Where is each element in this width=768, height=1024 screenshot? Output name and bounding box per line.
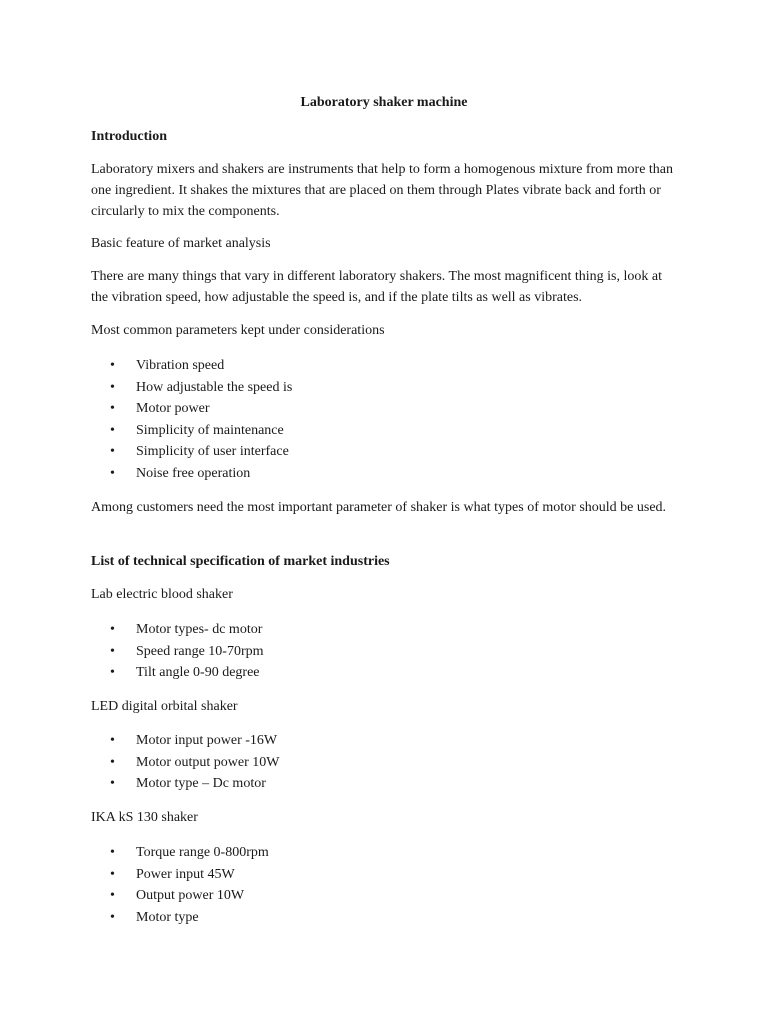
bullet-icon: • <box>110 866 115 882</box>
bullet-icon: • <box>110 643 115 659</box>
bullet-icon: • <box>110 379 115 395</box>
list-item <box>91 441 292 463</box>
list-item-text: Power input 45W <box>136 866 235 882</box>
list-item <box>91 398 292 420</box>
list-item-text: Motor types- dc motor <box>136 622 263 637</box>
bullet-icon: • <box>110 401 115 416</box>
list-item-text: Vibration speed <box>136 358 225 373</box>
list-item-text: Tilt angle 0-90 degree <box>136 665 260 680</box>
list-item <box>91 641 264 663</box>
list-item-text: How adjustable the speed is <box>136 379 293 395</box>
list-item <box>91 773 279 795</box>
intro-paragraph: Laboratory mixers and shakers are instruments that help to form a homogenous mixture from more than one ingredient. It shakes the mixtures that are placed on them through Plates vibrate back and forth or circularly to mix the components. <box>91 162 674 219</box>
list-item <box>91 420 292 442</box>
product-name-orbital-shaker: LED digital orbital shaker <box>91 699 238 714</box>
customers-paragraph: Among customers need the most important parameter of shaker is what types of motor should be used. <box>91 500 667 515</box>
list-item <box>91 752 279 774</box>
list-item-text: Noise free operation <box>136 465 251 481</box>
feature-paragraph: There are many things that vary in different laboratory shakers. The most magnificent thing is, look at the vibration speed, how adjustable the speed is, and if the plate tilts as well as vibrates. <box>91 269 662 305</box>
params-list <box>91 355 292 484</box>
list-item-text: Motor output power 10W <box>136 754 280 770</box>
list-item-text: Motor power <box>136 401 210 416</box>
bullet-icon: • <box>110 444 115 459</box>
list-item <box>91 662 264 684</box>
list-item-text: Torque range 0-800rpm <box>136 845 269 860</box>
bullet-icon: • <box>110 358 115 373</box>
list-item <box>91 619 264 641</box>
product-name-ika-shaker: IKA kS 130 shaker <box>91 810 198 825</box>
product-name-blood-shaker: Lab electric blood shaker <box>91 587 233 602</box>
product-specs-list <box>91 842 269 928</box>
list-item <box>91 355 292 377</box>
list-item <box>91 885 269 907</box>
list-item-text: Output power 10W <box>136 888 245 903</box>
list-item-text: Simplicity of maintenance <box>136 422 284 438</box>
bullet-icon: • <box>110 888 115 903</box>
bullet-icon: • <box>110 909 115 925</box>
bullet-icon: • <box>110 422 115 438</box>
list-item-text: Motor type – Dc motor <box>136 776 266 791</box>
bullet-icon: • <box>110 776 115 791</box>
bullet-icon: • <box>110 845 115 860</box>
bullet-icon: • <box>110 665 115 680</box>
list-item <box>91 864 269 886</box>
list-item <box>91 463 292 485</box>
bullet-icon: • <box>110 622 115 637</box>
basic-feature-line: Basic feature of market analysis <box>91 236 271 251</box>
bullet-icon: • <box>110 754 115 770</box>
bullet-icon: • <box>110 733 115 748</box>
list-item <box>91 842 269 864</box>
spec-heading: List of technical specification of market industries <box>91 554 390 569</box>
params-intro-line: Most common parameters kept under considerations <box>91 323 385 338</box>
intro-heading: Introduction <box>91 129 167 144</box>
list-item-text: Simplicity of user interface <box>136 444 289 459</box>
list-item-text: Motor input power -16W <box>136 733 278 748</box>
list-item <box>91 377 292 399</box>
list-item <box>91 907 269 929</box>
list-item <box>91 730 279 752</box>
list-item-text: Speed range 10-70rpm <box>136 643 264 659</box>
product-specs-list <box>91 730 279 795</box>
bullet-icon: • <box>110 465 115 481</box>
list-item-text: Motor type <box>136 909 199 925</box>
page-title: Laboratory shaker machine <box>300 95 468 110</box>
product-specs-list <box>91 619 264 684</box>
